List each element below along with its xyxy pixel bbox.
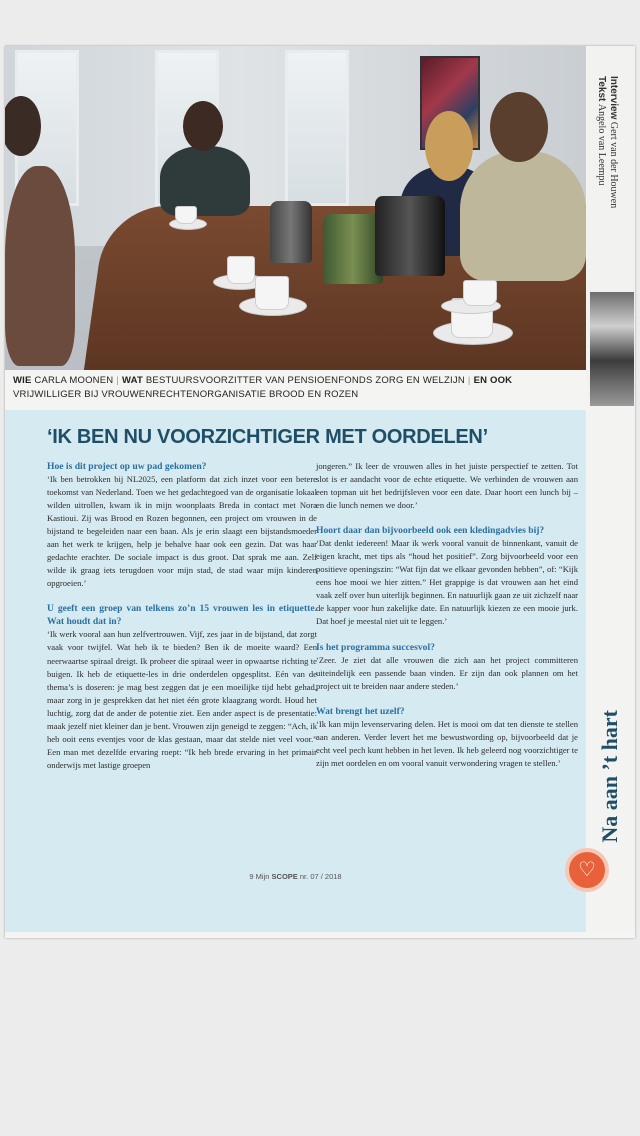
question: Hoort daar dan bijvoorbeeld ook een kledingadvies bij? xyxy=(316,525,545,537)
section-title: Na aan ’t hart xyxy=(597,710,622,843)
issue-number: nr. 07 / 2018 xyxy=(299,872,342,881)
question: Is het programma succesvol? xyxy=(316,641,435,653)
magazine-page xyxy=(5,46,635,938)
article-column-left xyxy=(47,460,317,784)
page-folio xyxy=(5,872,586,881)
interview-name: Gert van der Houwen xyxy=(608,121,619,209)
article-column-right xyxy=(316,460,578,782)
question: U geeft een groep van telkens zo’n 15 vrouwen les in etiquette. Wat houdt dat in? xyxy=(47,603,317,628)
tekst-name: Angelo van Leempu xyxy=(596,103,607,186)
answer: jongeren.” Ik leer de vrouwen alles in het juiste perspectief te zetten. Tot slot is er aandacht voor de echte etiquette. We verbinden de vrouwen aan een topman uit het bedrijfsleven voor een date. Daar hoort een lunch bij – en die lunch nemen we door.’ xyxy=(316,461,578,511)
heart-icon: ♡ xyxy=(565,848,609,892)
answer: ‘Zeer. Je ziet dat alle vrouwen die zich aan het project committeren uiteindelijk een passende baan vinden. Er zijn dan ook plannen om het project uit te breiden naar andere steden.’ xyxy=(316,654,578,691)
tekst-label: Tekst xyxy=(596,76,607,102)
wie-label: WIE xyxy=(13,375,32,386)
author-portrait xyxy=(590,292,634,406)
enook-label: EN OOK xyxy=(473,375,513,386)
wie-value: CARLA MOONEN xyxy=(34,375,114,386)
wat-value: BESTUURSVOORZITTER VAN PENSIOENFONDS ZORG EN WELZIJN xyxy=(145,375,465,386)
answer: ‘Ik werk vooral aan hun zelfvertrouwen. Vijf, zes jaar in de bijstand, dat zorgt vaak voor twijfel. Wat heb ik te bieden? Ben ik de moeite waard? Een neerwaartse spiraal dreigt. Ik probeer die spiraal weer in opwaartse richting te buigen. Ik heb de etiquette-les in drie onderdelen opgesplitst. Eén van de thema’s is doseren: je mag best zeggen dat je een moeilijke tijd hebt gehad, maar zorg in je gesprekken dat het niet één grote klaagzang wordt. Houd het luchtig, zorg dat de ander de potentie ziet. Een ander aspect is de presentatie: maak jezelf niet kleiner dan je bent. Vrouwen zijn geneigd te zeggen: “Ach, ik heb ooit eens eventjes voor de klas gestaan, maar dat stelde niet veel voor.” Een man met dezelfde ervaring roept: “Ik heb brede ervaring in het primair onderwijs met lastige groepen xyxy=(47,629,317,770)
question: Hoe is dit project op uw pad gekomen? xyxy=(47,461,207,472)
answer: ‘Dat denkt iedereen! Maar ik werk vooral vanuit de binnenkant, vanuit de eigen kracht, met tips als “houd het positief”. Zorg bijvoorbeeld voor een positieve openingszin: “Wat fijn dat we elkaar gevonden hebben”, of: “Kijk eens hoe mooi we hier zitten.” Het grappige is dat vrouwen aan het eind vaak zelf over hun uiterlijk beginnen. En natuurlijk gaan ze uit zichzelf naar de kapper voor hun zakelijke date. En natuurlijk kiezen ze een mooie jurk. Dat hoef je meestal niet uit te leggen.’ xyxy=(316,538,578,627)
answer: ‘Ik kan mijn levenservaring delen. Het is mooi om dat ten dienste te stellen aan anderen. Verder levert het me bewustwording op, bijvoorbeeld dat je echt veel pech kunt hebben in het leven. Ik heb geleerd nog voorzichtiger te zijn met oordelen en om vooral vanuit verwondering vragen te stellen.’ xyxy=(316,718,578,768)
page-number: 9 xyxy=(249,872,254,881)
interview-photo xyxy=(5,46,586,370)
brand-name: SCOPE xyxy=(271,872,298,881)
wat-label: WAT xyxy=(122,375,144,386)
question: Wat brengt het uzelf? xyxy=(316,705,405,717)
article-panel xyxy=(5,410,586,932)
answer: ‘Ik ben betrokken bij NL2025, een platform dat zich inzet voor een betere toekomst van Nederland. Toen we het gedachtegoed van de organisatie lokaal wilden uitrollen, kwam ik in mijn woonplaats Breda in contact met Nora Kastioui. Zij was Brood en Rozen begonnen, een project om vrouwen in de bijstand te begeleiden naar een baan. Als je erin slaagt een bijstandsmoeder aan het werk te krijgen, help je behalve haar ook een gezin. Dat was haar gedachte erachter. De sociale impact is dus groot. Dat sprak me aan. Zelf wilde ik graag iets terugdoen voor mijn stad, de stad waar mijn kinderen opgroeien.’ xyxy=(47,474,317,589)
article-headline: ‘IK BEN NU VOORZICHTIGER MET OORDELEN’ xyxy=(47,426,488,448)
photo-caption: WIE CARLA MOONEN | WAT BESTUURSVOORZITTER VAN PENSIOENFONDS ZORG EN WELZIJN | EN OOK VRIJWILLIGER BIJ VROUWENRECHTENORGANISATIE BROOD EN ROZEN xyxy=(13,375,513,400)
interview-label: Interview xyxy=(608,76,619,120)
enook-value: VRIJWILLIGER BIJ VROUWENRECHTENORGANISATIE BROOD EN ROZEN xyxy=(13,389,359,400)
brand-prefix: Mijn xyxy=(255,872,270,881)
